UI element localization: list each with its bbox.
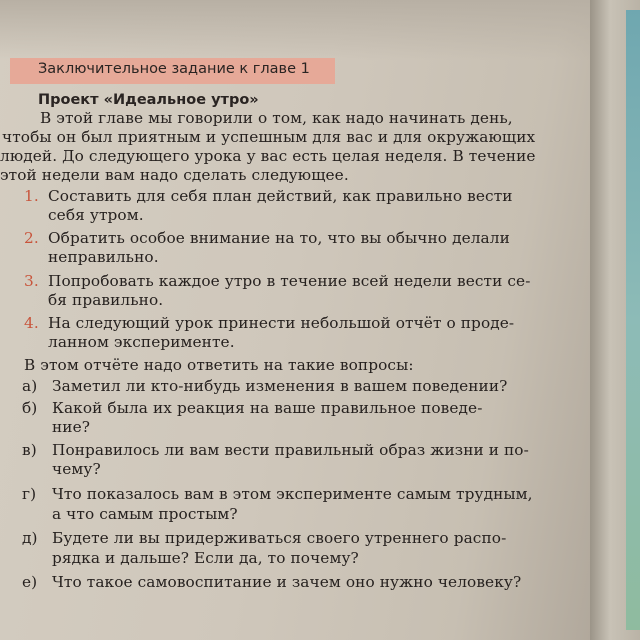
question-text: Что такое самовоспитание и зачем оно нужно человеку? — [52, 573, 522, 591]
step-number: 4. — [24, 314, 39, 332]
question-letter: в) — [22, 441, 37, 459]
step-text: себя утром. — [48, 206, 144, 224]
question-text: Понравилось ли вам вести правильный образ жизни и по- — [52, 441, 529, 459]
question-text: Что показалось вам в этом эксперименте самым трудным, — [52, 485, 533, 503]
question-text: Заметил ли кто-нибудь изменения в вашем поведении? — [52, 377, 508, 395]
question-text: ние? — [52, 418, 91, 436]
step-number: 3. — [24, 272, 39, 290]
step-number: 1. — [24, 187, 39, 205]
section-banner-text: Заключительное задание к главе 1 — [38, 61, 310, 77]
page-top-shadow — [0, 0, 640, 60]
project-title: Проект «Идеальное утро» — [38, 92, 259, 108]
page-color-stripe — [626, 10, 640, 630]
intro-line: чтобы он был приятным и успешным для вас и для окружающих — [2, 128, 536, 146]
question-text: Какой была их реакция на ваше правильное поведе- — [52, 399, 483, 417]
question-text: чему? — [52, 460, 101, 478]
question-letter: е) — [22, 573, 38, 591]
step-text: Составить для себя план действий, как правильно вести — [48, 187, 513, 205]
question-letter: д) — [22, 529, 38, 547]
question-letter: а) — [22, 377, 38, 395]
adjacent-page-edge — [590, 0, 640, 640]
intro-line: В этой главе мы говорили о том, как надо начинать день, — [40, 109, 513, 127]
step-number: 2. — [24, 229, 39, 247]
question-letter: б) — [22, 399, 38, 417]
step-text: неправильно. — [48, 248, 159, 266]
question-text: Будете ли вы придерживаться своего утреннего распо- — [52, 529, 507, 547]
step-text: бя правильно. — [48, 291, 164, 309]
step-text: На следующий урок принести небольшой отчёт о проде- — [48, 314, 515, 332]
question-text: рядка и дальше? Если да, то почему? — [52, 549, 359, 567]
step-text: Обратить особое внимание на то, что вы обычно делали — [48, 229, 510, 247]
question-text: а что самым простым? — [52, 505, 238, 523]
intro-line: этой недели вам надо сделать следующее. — [0, 166, 349, 184]
intro-line: людей. До следующего урока у вас есть целая неделя. В течение — [0, 147, 536, 165]
step-text: ланном эксперименте. — [48, 333, 235, 351]
question-letter: г) — [22, 485, 37, 503]
questions-intro: В этом отчёте надо ответить на такие вопросы: — [24, 356, 414, 374]
step-text: Попробовать каждое утро в течение всей недели вести се- — [48, 272, 531, 290]
